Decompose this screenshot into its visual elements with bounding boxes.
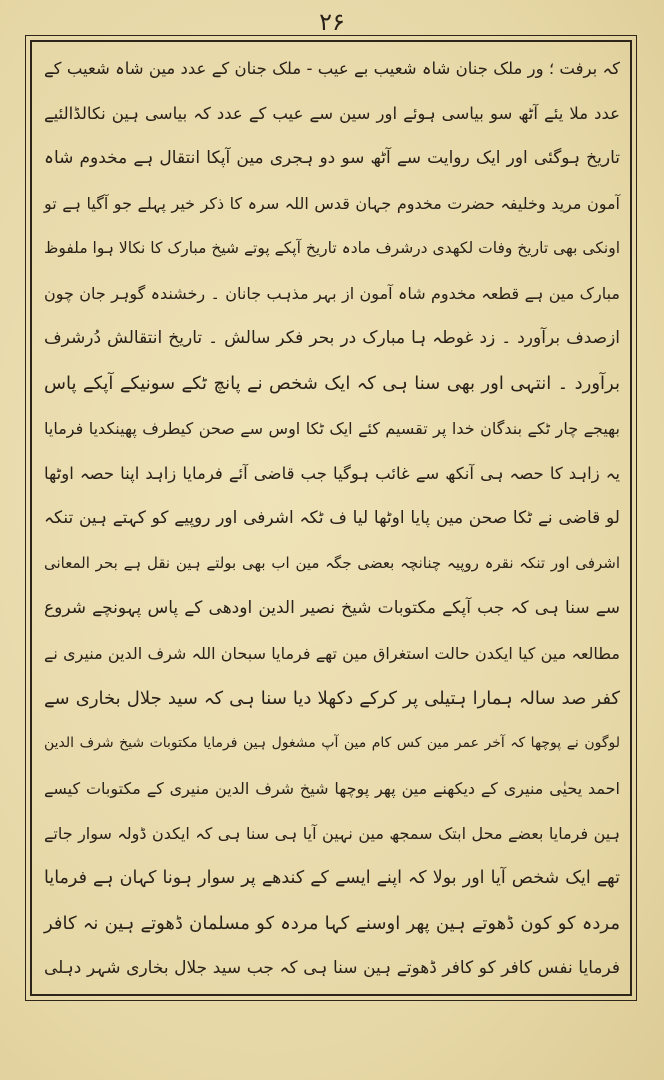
text-line: تھے ایک شخص آیا اور بولا کہ اپنے ایسے کے کندھے پر سوار ہونا کہان ہے فرمایا	[44, 868, 620, 888]
page-number: ۲۶	[319, 8, 345, 36]
text-line: فرمایا نفس کافر کو کافر ڈھوتے ہین سنا ہی کہ جب سید جلال بخاری شہر دہلی	[44, 958, 620, 978]
text-line: کفر صد سالہ ہمارا ہتیلی پر کرکے دکھلا دیا سنا ہی کہ سید جلال بخاری سے	[44, 688, 620, 709]
text-line: یہ زاہد کا حصہ ہی آنکھ سے غائب ہوگیا جب قاضی آئے فرمایا زاہد اپنا حصہ اوٹھا	[44, 464, 620, 483]
text-line: اشرفی اور تنکہ نقرہ روپیہ چنانچہ بعضی جگہ مین اب بھی بولتے ہین نقل ہے بحر المعانی	[44, 554, 620, 572]
text-line: ہین فرمایا بعضے محل ابتک سمجھ مین نہین آیا ہی سنا ہی کہ ایکدن ڈولہ سوار جاتے	[44, 824, 620, 843]
text-line: تاریخ ہوگئی اور ایک روایت سے آٹھ سو دو ہجری مین آپکا انتقال ہے مخدوم شاہ	[44, 148, 620, 168]
text-body	[40, 46, 624, 990]
text-line: آمون مرید وخلیفہ حضرت مخدوم جہان قدس اللہ سرہ کا ذکر خیر پہلے جو آگیا ہے تو	[44, 194, 620, 213]
text-line: برآورد ۔ انتہی اور بھی سنا ہی کہ ایک شخص نے پانچ ٹکے سونیکے آپکے پاس	[44, 373, 620, 394]
text-line: سے سنا ہی کہ جب آپکے مکتوبات شیخ نصیر الدین اودھی کے پاس پہونچے شروع	[44, 598, 620, 618]
text-line: کہ برفت ؛ ور ملک جنان شاہ شعیب بے عیب - ملک جنان کے عدد مین شاہ شعیب کے	[44, 59, 620, 78]
text-line: بھیجے چار ٹکے بندگان خدا پر تقسیم کئے ایک ٹکا اوس سے صحن کیطرف پھینکدیا فرمایا	[44, 419, 620, 438]
text-line: مطالعہ مین کیا ایکدن حالت استغراق مین تھے فرمایا سبحان اللہ شرف الدین منیری نے	[44, 644, 620, 663]
text-line: احمد یحیٰی منیری کے دیکھنے مین پھر پوچھا شیخ شرف الدین منیری کے مکتوبات کیسے	[44, 779, 620, 798]
text-line: لو قاضی نے ٹکا صحن مین پایا اوٹھا لیا ف ٹکہ اشرفی اور روپیے کو کہتے ہین تنکہ	[44, 508, 620, 528]
text-line: لوگون نے پوچھا کہ آخر عمر مین کس کام مین آپ مشغول ہین فرمایا مکتوبات شیخ شرف الدین	[44, 735, 620, 751]
text-line: اونکی بھی تاریخ وفات لکھدی درشرف مادہ تاریخ آپکے پوتے شیخ مبارک کا نکالا ہوا ملفوظ	[44, 239, 620, 257]
text-line: مردہ کو کون ڈھوتے ہین پھر اوسنے کہا مردہ کو مسلمان ڈھوتے ہین نہ کافر	[44, 913, 620, 934]
text-line: مبارک مین ہے قطعہ مخدوم شاہ آمون از بہر مذہب جانان ۔ رخشندہ گوہر جان چون	[44, 284, 620, 303]
text-line: عدد ملا یئے آٹھ سو بیاسی ہوئے اور سین سے عیب کے عدد کہ بیاسی ہین نکالڈالئیے	[44, 104, 620, 123]
text-line: ازصدف برآورد ۔ زد غوطہ ہا مبارک در بحر فکر سالش ۔ تاریخ انتقالش دُرشرف	[44, 328, 620, 348]
